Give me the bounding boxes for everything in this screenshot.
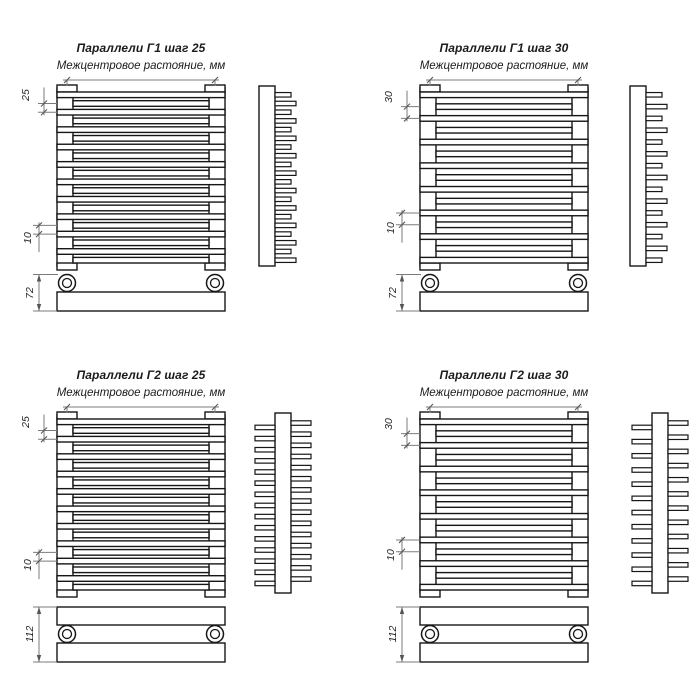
bottom-section-view	[33, 607, 225, 662]
gap-dimension-label: 10	[22, 559, 34, 571]
step-dimension-label: 25	[20, 416, 32, 428]
depth-dimension-label: 72	[387, 287, 399, 299]
gap-dimension-label: 10	[22, 232, 34, 244]
figure-title: Параллели Г1 шаг 25	[76, 41, 206, 55]
figure-parallels-g2-step-30	[363, 327, 700, 675]
depth-dimension-label: 112	[387, 625, 399, 643]
center-distance-label: Межцентровое растояние, мм	[419, 60, 589, 72]
depth-dimension-label: 72	[24, 287, 36, 299]
depth-dimension-label: 112	[24, 625, 36, 643]
gap-dimension-label: 10	[385, 549, 397, 561]
bottom-section-view	[396, 275, 588, 312]
center-distance-label: Межцентровое растояние, мм	[56, 387, 226, 399]
center-distance-label: Межцентровое растояние, мм	[56, 60, 226, 72]
front-view	[420, 85, 588, 270]
figure-title: Параллели Г2 шаг 30	[439, 368, 569, 382]
bottom-section-view	[33, 275, 225, 312]
figure-parallels-g1-step-25	[0, 0, 340, 348]
figure-parallels-g2-step-25	[0, 327, 340, 675]
step-dimension-label: 30	[383, 91, 395, 103]
front-view	[420, 412, 588, 597]
figure-title: Параллели Г1 шаг 30	[439, 41, 569, 55]
center-distance-label: Межцентровое растояние, мм	[419, 387, 589, 399]
gap-dimension-label: 10	[385, 222, 397, 234]
side-view	[255, 413, 311, 593]
step-dimension-label: 30	[383, 418, 395, 430]
step-dimension-label: 25	[20, 89, 32, 101]
figure-parallels-g1-step-30	[363, 0, 700, 348]
side-view	[632, 413, 688, 593]
front-view	[57, 85, 225, 270]
side-view	[259, 86, 296, 266]
front-view	[57, 412, 225, 597]
side-view	[630, 86, 667, 266]
figure-title: Параллели Г2 шаг 25	[76, 368, 206, 382]
bottom-section-view	[396, 607, 588, 662]
